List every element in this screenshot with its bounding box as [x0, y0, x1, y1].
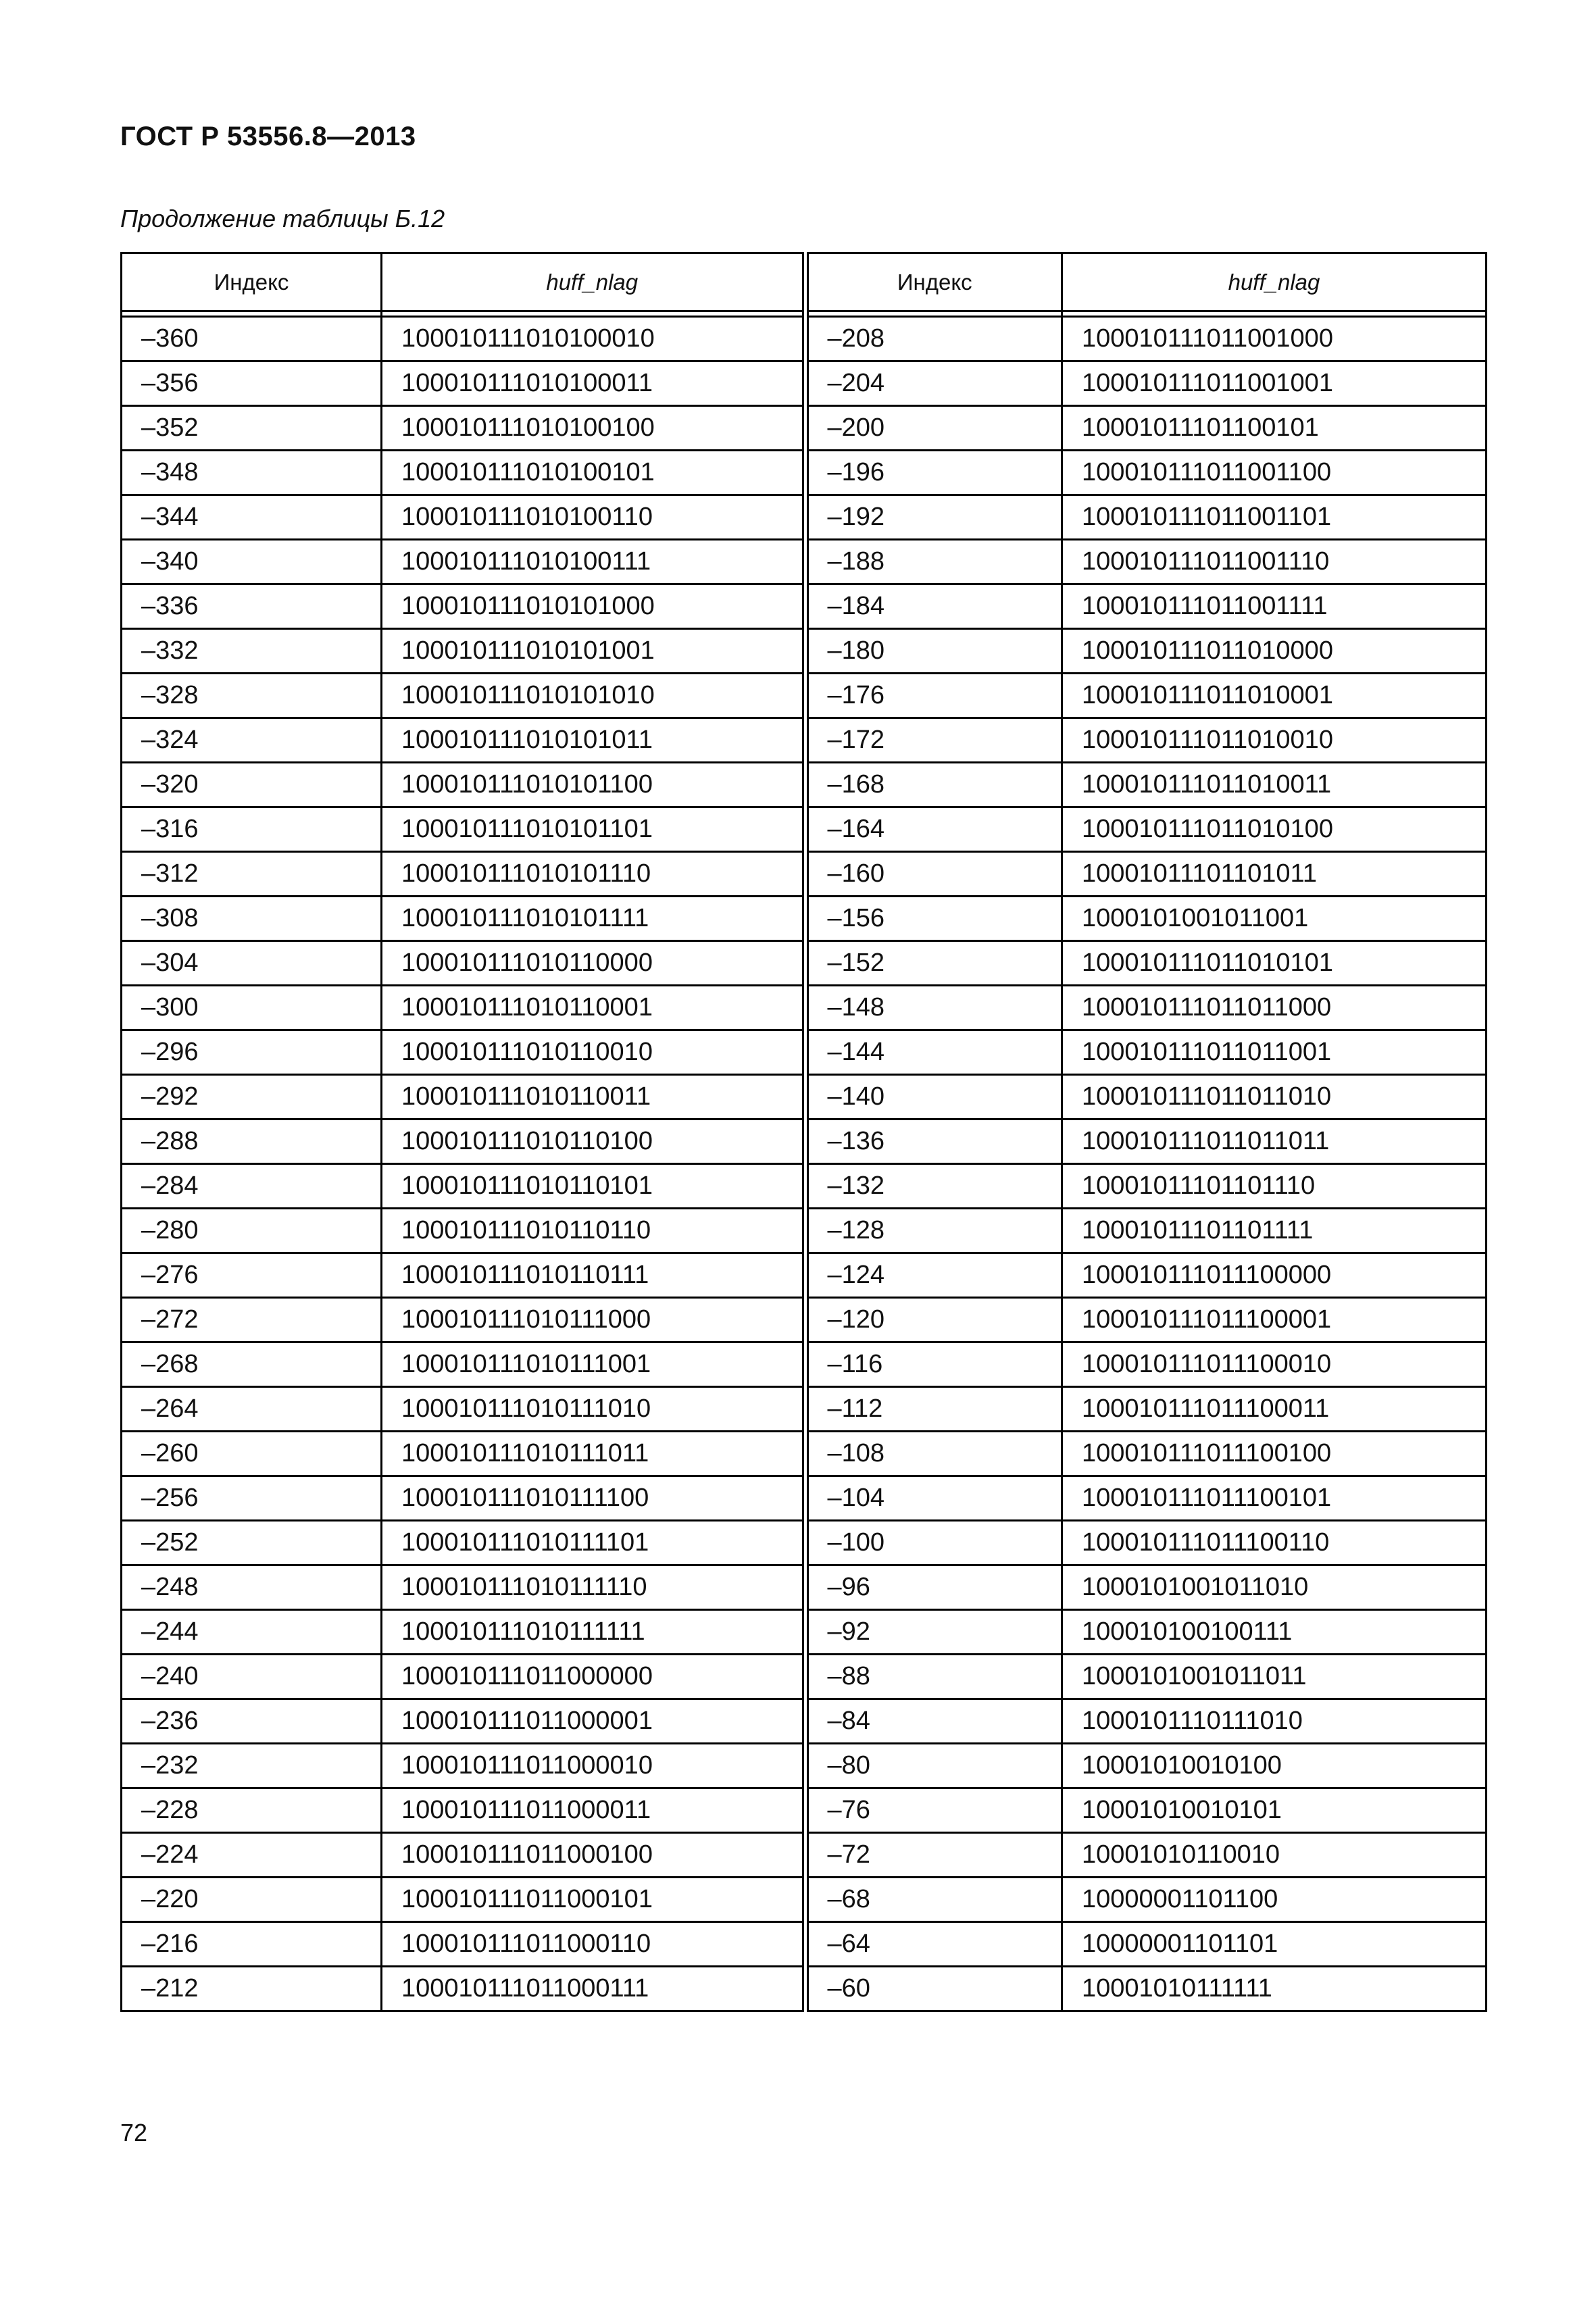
index-right-cell: –80 [805, 1744, 1062, 1788]
table-row [122, 1565, 1487, 1610]
index-right-cell: –160 [805, 852, 1062, 897]
table-row [122, 1342, 1487, 1387]
table-row [122, 1253, 1487, 1298]
table-row [122, 852, 1487, 897]
index-right-cell: –120 [805, 1298, 1062, 1342]
code-right-cell: 100010111011001110 [1062, 540, 1487, 584]
code-right-cell: 10000001101101 [1062, 1922, 1487, 1967]
index-right-cell: –64 [805, 1922, 1062, 1967]
table-row [122, 1387, 1487, 1432]
index-left-cell: –344 [122, 495, 382, 540]
index-right-cell: –168 [805, 763, 1062, 807]
code-left-cell: 100010111010101110 [382, 852, 805, 897]
index-left-cell: –316 [122, 807, 382, 852]
code-right-cell: 100010111011010101 [1062, 941, 1487, 986]
code-left-cell: 100010111010100011 [382, 361, 805, 406]
code-right-cell: 100010111011001000 [1062, 317, 1487, 361]
index-left-cell: –256 [122, 1476, 382, 1521]
index-left-cell: –260 [122, 1432, 382, 1476]
table-row [122, 1878, 1487, 1922]
index-left-cell: –324 [122, 718, 382, 763]
index-left-cell: –320 [122, 763, 382, 807]
index-left-cell: –240 [122, 1655, 382, 1699]
code-right-cell: 100010100100111 [1062, 1610, 1487, 1655]
code-right-cell: 10001010010100 [1062, 1744, 1487, 1788]
table-row [122, 1610, 1487, 1655]
code-left-cell: 100010111010111111 [382, 1610, 805, 1655]
code-right-cell: 100010111011011010 [1062, 1075, 1487, 1120]
code-left-cell: 100010111011000010 [382, 1744, 805, 1788]
code-right-cell: 10001011101101110 [1062, 1164, 1487, 1209]
index-right-cell: –204 [805, 361, 1062, 406]
index-left-cell: –268 [122, 1342, 382, 1387]
code-right-cell: 100010111011010010 [1062, 718, 1487, 763]
column-header-index-left: Индекс [122, 253, 382, 311]
code-right-cell: 1000101110111010 [1062, 1699, 1487, 1744]
table-row [122, 495, 1487, 540]
index-right-cell: –164 [805, 807, 1062, 852]
code-right-cell: 100010111011100001 [1062, 1298, 1487, 1342]
code-right-cell: 100010111011010100 [1062, 807, 1487, 852]
code-left-cell: 100010111010100100 [382, 406, 805, 451]
code-left-cell: 100010111010110000 [382, 941, 805, 986]
index-right-cell: –200 [805, 406, 1062, 451]
code-right-cell: 100010111011010001 [1062, 674, 1487, 718]
index-left-cell: –336 [122, 584, 382, 629]
table-row [122, 317, 1487, 361]
index-right-cell: –100 [805, 1521, 1062, 1565]
index-left-cell: –276 [122, 1253, 382, 1298]
index-right-cell: –96 [805, 1565, 1062, 1610]
code-left-cell: 100010111010101101 [382, 807, 805, 852]
index-right-cell: –128 [805, 1209, 1062, 1253]
code-left-cell: 100010111010111100 [382, 1476, 805, 1521]
index-left-cell: –288 [122, 1120, 382, 1164]
code-left-cell: 100010111010110001 [382, 986, 805, 1030]
code-right-cell: 100010111011001100 [1062, 451, 1487, 495]
index-left-cell: –292 [122, 1075, 382, 1120]
code-right-cell: 100010111011011000 [1062, 986, 1487, 1030]
header-separator [122, 311, 1487, 317]
index-left-cell: –360 [122, 317, 382, 361]
code-left-cell: 100010111010101000 [382, 584, 805, 629]
table-row [122, 406, 1487, 451]
table-row [122, 1075, 1487, 1120]
document-code: ГОСТ Р 53556.8—2013 [120, 122, 416, 151]
index-left-cell: –284 [122, 1164, 382, 1209]
huff-nlag-table [120, 252, 1487, 2012]
code-right-cell: 100010111011100100 [1062, 1432, 1487, 1476]
index-right-cell: –188 [805, 540, 1062, 584]
table-row [122, 1699, 1487, 1744]
code-right-cell: 100010111011100101 [1062, 1476, 1487, 1521]
table-row [122, 941, 1487, 986]
index-right-cell: –132 [805, 1164, 1062, 1209]
code-right-cell: 100010111011100011 [1062, 1387, 1487, 1432]
code-right-cell: 100010111011011001 [1062, 1030, 1487, 1075]
table-row [122, 584, 1487, 629]
table-caption: Продолжение таблицы Б.12 [120, 205, 445, 232]
table-header-row [122, 253, 1487, 311]
code-right-cell: 10001011101100101 [1062, 406, 1487, 451]
table-row [122, 540, 1487, 584]
table-row [122, 1476, 1487, 1521]
code-right-cell: 1000101001011010 [1062, 1565, 1487, 1610]
table-row [122, 897, 1487, 941]
index-right-cell: –140 [805, 1075, 1062, 1120]
table-row [122, 986, 1487, 1030]
index-right-cell: –196 [805, 451, 1062, 495]
index-right-cell: –104 [805, 1476, 1062, 1521]
index-right-cell: –112 [805, 1387, 1062, 1432]
index-left-cell: –296 [122, 1030, 382, 1075]
table-row [122, 1655, 1487, 1699]
index-right-cell: –148 [805, 986, 1062, 1030]
code-left-cell: 100010111010110010 [382, 1030, 805, 1075]
table-row [122, 629, 1487, 674]
index-right-cell: –92 [805, 1610, 1062, 1655]
code-left-cell: 100010111010101001 [382, 629, 805, 674]
code-left-cell: 100010111010111001 [382, 1342, 805, 1387]
index-left-cell: –280 [122, 1209, 382, 1253]
table-row [122, 1120, 1487, 1164]
code-left-cell: 100010111011000100 [382, 1833, 805, 1878]
index-right-cell: –84 [805, 1699, 1062, 1744]
table-row [122, 1833, 1487, 1878]
table-row [122, 1209, 1487, 1253]
code-right-cell: 100010111011100010 [1062, 1342, 1487, 1387]
index-left-cell: –236 [122, 1699, 382, 1744]
index-left-cell: –352 [122, 406, 382, 451]
code-left-cell: 100010111011000111 [382, 1967, 805, 2011]
code-left-cell: 100010111010110110 [382, 1209, 805, 1253]
index-left-cell: –244 [122, 1610, 382, 1655]
index-left-cell: –220 [122, 1878, 382, 1922]
code-right-cell: 1000101001011001 [1062, 897, 1487, 941]
table-row [122, 1298, 1487, 1342]
code-right-cell: 10001011101101111 [1062, 1209, 1487, 1253]
index-left-cell: –308 [122, 897, 382, 941]
column-header-huff-nlag-right: huff_nlag [1062, 253, 1487, 311]
index-right-cell: –76 [805, 1788, 1062, 1833]
index-left-cell: –216 [122, 1922, 382, 1967]
code-left-cell: 100010111010101100 [382, 763, 805, 807]
code-right-cell: 100010111011001111 [1062, 584, 1487, 629]
column-header-index-right: Индекс [805, 253, 1062, 311]
index-left-cell: –356 [122, 361, 382, 406]
table-row [122, 1432, 1487, 1476]
code-left-cell: 100010111010111101 [382, 1521, 805, 1565]
code-left-cell: 100010111010110111 [382, 1253, 805, 1298]
code-right-cell: 100010111011011011 [1062, 1120, 1487, 1164]
index-left-cell: –252 [122, 1521, 382, 1565]
index-right-cell: –60 [805, 1967, 1062, 2011]
table-row [122, 807, 1487, 852]
code-left-cell: 100010111011000000 [382, 1655, 805, 1699]
code-right-cell: 10001011101101011 [1062, 852, 1487, 897]
code-left-cell: 100010111010101111 [382, 897, 805, 941]
index-left-cell: –340 [122, 540, 382, 584]
index-right-cell: –116 [805, 1342, 1062, 1387]
code-right-cell: 100010111011010000 [1062, 629, 1487, 674]
table-row [122, 1744, 1487, 1788]
code-right-cell: 100010111011001101 [1062, 495, 1487, 540]
code-left-cell: 100010111010101011 [382, 718, 805, 763]
code-left-cell: 100010111010100010 [382, 317, 805, 361]
index-right-cell: –180 [805, 629, 1062, 674]
index-left-cell: –348 [122, 451, 382, 495]
code-left-cell: 100010111010100111 [382, 540, 805, 584]
index-right-cell: –68 [805, 1878, 1062, 1922]
code-right-cell: 10001010110010 [1062, 1833, 1487, 1878]
table-row [122, 1922, 1487, 1967]
table-row [122, 451, 1487, 495]
code-left-cell: 100010111010111000 [382, 1298, 805, 1342]
code-left-cell: 100010111011000011 [382, 1788, 805, 1833]
code-right-cell: 10001010111111 [1062, 1967, 1487, 2011]
index-left-cell: –332 [122, 629, 382, 674]
code-left-cell: 100010111010110011 [382, 1075, 805, 1120]
index-right-cell: –136 [805, 1120, 1062, 1164]
index-left-cell: –248 [122, 1565, 382, 1610]
index-left-cell: –232 [122, 1744, 382, 1788]
index-right-cell: –152 [805, 941, 1062, 986]
code-left-cell: 100010111010111011 [382, 1432, 805, 1476]
index-left-cell: –264 [122, 1387, 382, 1432]
page-number: 72 [120, 2119, 148, 2146]
index-left-cell: –212 [122, 1967, 382, 2011]
index-left-cell: –228 [122, 1788, 382, 1833]
index-right-cell: –172 [805, 718, 1062, 763]
code-right-cell: 1000101001011011 [1062, 1655, 1487, 1699]
table-row [122, 763, 1487, 807]
index-right-cell: –144 [805, 1030, 1062, 1075]
code-right-cell: 100010111011100110 [1062, 1521, 1487, 1565]
table-row [122, 1967, 1487, 2011]
index-right-cell: –184 [805, 584, 1062, 629]
code-right-cell: 10001010010101 [1062, 1788, 1487, 1833]
code-right-cell: 100010111011010011 [1062, 763, 1487, 807]
index-right-cell: –124 [805, 1253, 1062, 1298]
code-right-cell: 100010111011001001 [1062, 361, 1487, 406]
table-row [122, 674, 1487, 718]
code-left-cell: 100010111010110100 [382, 1120, 805, 1164]
code-left-cell: 100010111011000110 [382, 1922, 805, 1967]
table-row [122, 1030, 1487, 1075]
index-left-cell: –312 [122, 852, 382, 897]
table-body [122, 317, 1487, 2011]
index-right-cell: –208 [805, 317, 1062, 361]
index-left-cell: –304 [122, 941, 382, 986]
code-left-cell: 100010111010110101 [382, 1164, 805, 1209]
table-row [122, 718, 1487, 763]
code-right-cell: 100010111011100000 [1062, 1253, 1487, 1298]
table-row [122, 1521, 1487, 1565]
table-row [122, 1164, 1487, 1209]
code-left-cell: 100010111010100101 [382, 451, 805, 495]
code-left-cell: 100010111010101010 [382, 674, 805, 718]
index-right-cell: –192 [805, 495, 1062, 540]
table-row [122, 361, 1487, 406]
code-left-cell: 100010111011000101 [382, 1878, 805, 1922]
code-right-cell: 10000001101100 [1062, 1878, 1487, 1922]
index-right-cell: –176 [805, 674, 1062, 718]
index-right-cell: –88 [805, 1655, 1062, 1699]
index-left-cell: –224 [122, 1833, 382, 1878]
index-left-cell: –300 [122, 986, 382, 1030]
index-right-cell: –72 [805, 1833, 1062, 1878]
column-header-huff-nlag-left: huff_nlag [382, 253, 805, 311]
code-left-cell: 100010111010111110 [382, 1565, 805, 1610]
code-left-cell: 100010111011000001 [382, 1699, 805, 1744]
table-row [122, 1788, 1487, 1833]
index-right-cell: –156 [805, 897, 1062, 941]
index-left-cell: –328 [122, 674, 382, 718]
code-left-cell: 100010111010111010 [382, 1387, 805, 1432]
index-left-cell: –272 [122, 1298, 382, 1342]
code-left-cell: 100010111010100110 [382, 495, 805, 540]
index-right-cell: –108 [805, 1432, 1062, 1476]
